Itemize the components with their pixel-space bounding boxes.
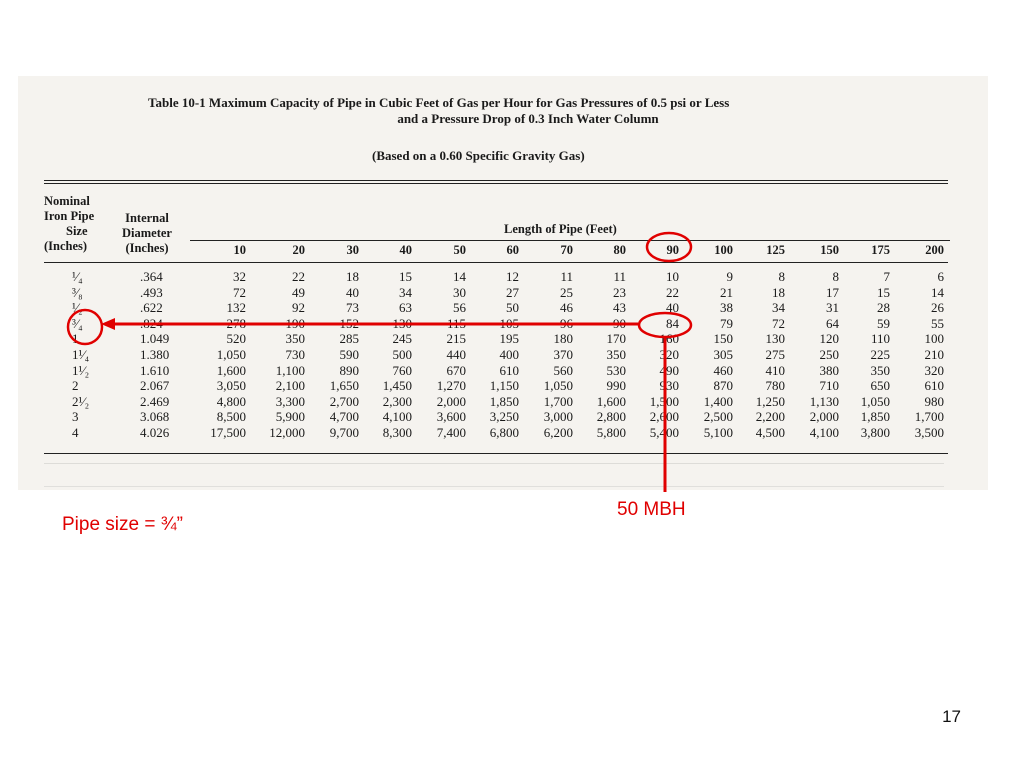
row-diameter-cell: 1.380: [140, 347, 170, 362]
capacity-cell: 6,800: [489, 425, 519, 440]
capacity-cell: 500: [392, 347, 412, 362]
capacity-cell: 305: [713, 347, 733, 362]
capacity-cell: 1,050: [543, 378, 573, 394]
header-diameter-line: Internal: [125, 211, 169, 225]
capacity-cell: 2,000: [809, 409, 839, 425]
capacity-cell: 225: [870, 347, 890, 362]
capacity-cell: 780: [765, 378, 785, 394]
capacity-cell: 650: [870, 378, 890, 394]
top-rule-double: [44, 183, 948, 184]
capacity-cell: 14: [931, 284, 944, 300]
capacity-cell: 2,500: [703, 409, 733, 425]
capacity-cell: 110: [870, 331, 890, 347]
capacity-cell: 1,700: [543, 393, 573, 409]
row-diameter-cell: .622: [140, 300, 163, 316]
capacity-cell: 1,700: [914, 409, 944, 425]
length-header-cell: 70: [560, 243, 573, 257]
capacity-cell: 3,050: [216, 378, 246, 394]
capacity-cell: 530: [606, 362, 626, 378]
capacity-cell: 5,800: [596, 425, 626, 440]
capacity-cell: 22: [666, 284, 679, 300]
capacity-cell: 31: [826, 300, 839, 316]
capacity-cell: 3,250: [489, 409, 519, 425]
capacity-cell: 34: [772, 300, 785, 316]
capacity-cell: 320: [924, 362, 944, 378]
capacity-cell: 18: [772, 284, 785, 300]
capacity-cell: 400: [499, 347, 519, 362]
capacity-cell: 870: [713, 378, 733, 394]
capacity-cell: 1,150: [489, 378, 519, 394]
length-header-cell: 10: [233, 243, 246, 257]
capacity-cell: 350: [285, 331, 305, 347]
capacity-cell: 32: [233, 269, 246, 284]
capacity-cell: 610: [499, 362, 519, 378]
capacity-cell: 18: [346, 269, 359, 284]
capacity-cell: 1,050: [860, 393, 890, 409]
capacity-cell: 285: [339, 331, 359, 347]
capacity-cell: 72: [772, 315, 785, 331]
capacity-cell: 1,250: [755, 393, 785, 409]
capacity-cell: 380: [819, 362, 839, 378]
capacity-cell: 4,700: [329, 409, 359, 425]
header-size-line: Nominal: [44, 194, 90, 208]
capacity-cell: 3,000: [543, 409, 573, 425]
row-diameter-cell: 1.610: [140, 362, 170, 378]
header-length-of-pipe: Length of Pipe (Feet): [504, 222, 617, 236]
capacity-cell: 130: [392, 315, 412, 331]
table-title-line1: Table 10-1 Maximum Capacity of Pipe in Cubic Feet of Gas per Hour for Gas Pressures of 0.5 psi or Less: [148, 95, 730, 110]
header-size-line: Size: [66, 224, 88, 238]
row-size-cell: 4: [72, 425, 79, 440]
capacity-cell: 215: [446, 331, 466, 347]
length-header-cell: 60: [506, 243, 519, 257]
length-header-cell: 40: [399, 243, 412, 257]
capacity-cell: 63: [399, 300, 412, 316]
capacity-cell: 5,100: [703, 425, 733, 440]
row-diameter-cell: .364: [140, 269, 163, 284]
capacity-cell: 190: [285, 315, 305, 331]
row-size-cell: ¹⁄₂: [72, 300, 83, 316]
load-annotation: 50 MBH: [617, 499, 686, 520]
row-size-cell: 3: [72, 409, 79, 425]
header-nominal-size: [44, 194, 94, 254]
capacity-cell: 1,450: [382, 378, 412, 394]
row-diameter-cell: 2.469: [140, 393, 170, 409]
capacity-cell: 17: [826, 284, 839, 300]
row-diameter-cell: 1.049: [140, 331, 170, 347]
capacity-cell: 160: [659, 331, 679, 347]
capacity-cell: 100: [924, 331, 944, 347]
capacity-cell: 320: [659, 347, 679, 362]
capacity-cell: 1,850: [489, 393, 519, 409]
capacity-cell: 3,500: [914, 425, 944, 440]
capacity-cell: 460: [713, 362, 733, 378]
capacity-cell: 1,100: [275, 362, 305, 378]
capacity-cell: 278: [226, 315, 246, 331]
capacity-cell: 350: [606, 347, 626, 362]
capacity-cell: 275: [765, 347, 785, 362]
header-rule: [44, 262, 948, 263]
capacity-cell: 92: [292, 300, 305, 316]
capacity-cell: 8: [832, 269, 839, 284]
capacity-cell: 1,850: [860, 409, 890, 425]
capacity-cell: 710: [819, 378, 839, 394]
capacity-cell: 440: [446, 347, 466, 362]
header-size-line: Iron Pipe: [44, 209, 95, 223]
capacity-cell: 132: [226, 300, 246, 316]
capacity-cell: 250: [819, 347, 839, 362]
capacity-cell: 23: [613, 284, 626, 300]
capacity-cell: 8: [778, 269, 785, 284]
header-internal-diameter: [122, 211, 172, 256]
row-diameter-cell: .493: [140, 284, 163, 300]
capacity-cell: 11: [613, 269, 626, 284]
capacity-cell: 890: [339, 362, 359, 378]
capacity-cell: 195: [499, 331, 519, 347]
capacity-cell: 34: [399, 284, 412, 300]
length-header-cell: 20: [292, 243, 305, 257]
capacity-cell: 46: [560, 300, 573, 316]
table-title: [148, 95, 868, 127]
top-rule: [44, 180, 948, 181]
capacity-cell: 56: [453, 300, 466, 316]
capacity-cell: 22: [292, 269, 305, 284]
capacity-cell: 30: [453, 284, 466, 300]
capacity-cell: 120: [819, 331, 839, 347]
capacity-cell: 130: [765, 331, 785, 347]
capacity-cell: 6,200: [543, 425, 573, 440]
bottom-rule: [44, 453, 948, 454]
capacity-cell: 79: [720, 315, 733, 331]
row-diameter-cell: .824: [140, 315, 163, 331]
capacity-cell: 15: [399, 269, 412, 284]
capacity-cell: 5,900: [275, 409, 305, 425]
capacity-cell: 410: [765, 362, 785, 378]
capacity-cell: 3,800: [860, 425, 890, 440]
table-basis-note: (Based on a 0.60 Specific Gravity Gas): [372, 148, 585, 163]
capacity-cell: 43: [613, 300, 626, 316]
capacity-cell: 2,000: [436, 393, 466, 409]
capacity-cell: 5,400: [649, 425, 679, 440]
capacity-cell: 38: [720, 300, 733, 316]
capacity-cell: 25: [560, 284, 573, 300]
capacity-cell: 84: [666, 315, 679, 331]
length-header-cell: 50: [453, 243, 466, 257]
capacity-cell: 370: [553, 347, 573, 362]
capacity-cell: 28: [877, 300, 890, 316]
capacity-cell: 40: [666, 300, 679, 316]
capacity-cell: 2,300: [382, 393, 412, 409]
row-size-cell: 2: [72, 378, 79, 394]
capacity-cell: 1,600: [216, 362, 246, 378]
capacity-cell: 15: [877, 284, 890, 300]
capacity-cell: 2,800: [596, 409, 626, 425]
table-title-line2: and a Pressure Drop of 0.3 Inch Water Column: [397, 111, 659, 126]
capacity-cell: 49: [292, 284, 305, 300]
capacity-cell: 9: [726, 269, 733, 284]
capacity-cell: 152: [339, 315, 359, 331]
capacity-cell: 245: [392, 331, 412, 347]
row-size-cell: 1¹⁄₄: [72, 347, 90, 362]
capacity-cell: 150: [713, 331, 733, 347]
result-annotation: Pipe size = ¾”: [62, 514, 183, 535]
capacity-cell: 1,050: [216, 347, 246, 362]
header-diameter-line: (Inches): [125, 241, 169, 255]
capacity-cell: 1,600: [596, 393, 626, 409]
capacity-cell: 930: [659, 378, 679, 394]
capacity-cell: 115: [446, 315, 466, 331]
row-diameter-cell: 3.068: [140, 409, 170, 425]
capacity-cell: 3,600: [436, 409, 466, 425]
capacity-cell: 7,400: [436, 425, 466, 440]
length-header-cell: 200: [925, 243, 944, 257]
capacity-cell: 17,500: [210, 425, 246, 440]
capacity-cell: 980: [924, 393, 944, 409]
capacity-cell: 2,600: [649, 409, 679, 425]
capacity-cell: 670: [446, 362, 466, 378]
row-size-cell: ³⁄₄: [72, 315, 83, 331]
capacity-cell: 64: [826, 315, 839, 331]
capacity-cell: 6: [937, 269, 944, 284]
capacity-cell: 2,100: [275, 378, 305, 394]
capacity-cell: 90: [613, 315, 626, 331]
length-header-cell: 80: [613, 243, 626, 257]
capacity-cell: 11: [560, 269, 573, 284]
capacity-cell: 1,130: [809, 393, 839, 409]
capacity-cell: 170: [606, 331, 626, 347]
capacity-cell: 4,800: [216, 393, 246, 409]
capacity-cell: 560: [553, 362, 573, 378]
length-header-cell: 30: [346, 243, 359, 257]
capacity-cell: 7: [883, 269, 890, 284]
capacity-cell: 210: [924, 347, 944, 362]
capacity-cell: 12,000: [269, 425, 305, 440]
row-diameter-cell: 2.067: [140, 378, 170, 394]
length-header-cell: 100: [714, 243, 733, 257]
length-header-cell: 90: [666, 243, 679, 257]
capacity-cell: 12: [506, 269, 519, 284]
capacity-cell: 1,500: [649, 393, 679, 409]
footnote-bleed: [44, 463, 944, 487]
capacity-cell: 2,700: [329, 393, 359, 409]
capacity-cell: 590: [339, 347, 359, 362]
capacity-cell: 72: [233, 284, 246, 300]
capacity-cell: 610: [924, 378, 944, 394]
page-number: 17: [942, 707, 961, 726]
capacity-cell: 40: [346, 284, 359, 300]
capacity-cell: 59: [877, 315, 890, 331]
capacity-cell: 4,100: [382, 409, 412, 425]
capacity-cell: 73: [346, 300, 359, 316]
capacity-cell: 21: [720, 284, 733, 300]
row-size-cell: ¹⁄₄: [72, 269, 83, 284]
row-size-cell: 1: [72, 331, 79, 347]
capacity-cell: 990: [606, 378, 626, 394]
length-header-cell: 125: [766, 243, 785, 257]
capacity-cell: 180: [553, 331, 573, 347]
capacity-cell: 9,700: [329, 425, 359, 440]
capacity-cell: 26: [931, 300, 944, 316]
capacity-cell: 8,300: [382, 425, 412, 440]
capacity-cell: 10: [666, 269, 679, 284]
capacity-cell: 760: [392, 362, 412, 378]
length-header-cell: 150: [820, 243, 839, 257]
capacity-cell: 4,100: [809, 425, 839, 440]
capacity-cell: 4,500: [755, 425, 785, 440]
capacity-cell: 1,400: [703, 393, 733, 409]
header-size-line: (Inches): [44, 239, 88, 253]
length-header-cell: 175: [871, 243, 890, 257]
capacity-cell: 3,300: [275, 393, 305, 409]
capacity-cell: 96: [560, 315, 573, 331]
capacity-cell: 2,200: [755, 409, 785, 425]
row-size-cell: ³⁄₈: [72, 284, 83, 300]
capacity-cell: 350: [870, 362, 890, 378]
row-size-cell: 1¹⁄₂: [72, 362, 90, 378]
capacity-cell: 55: [931, 315, 944, 331]
row-size-cell: 2¹⁄₂: [72, 393, 90, 409]
capacity-cell: 1,650: [329, 378, 359, 394]
capacity-cell: 1,270: [436, 378, 466, 394]
capacity-cell: 27: [506, 284, 519, 300]
capacity-cell: 14: [453, 269, 466, 284]
capacity-cell: 490: [659, 362, 679, 378]
capacity-cell: 105: [499, 315, 519, 331]
capacity-cell: 50: [506, 300, 519, 316]
capacity-cell: 520: [226, 331, 246, 347]
row-diameter-cell: 4.026: [140, 425, 170, 440]
capacity-cell: 8,500: [216, 409, 246, 425]
header-diameter-line: Diameter: [122, 226, 172, 240]
length-span-rule: [190, 240, 950, 241]
capacity-cell: 730: [285, 347, 305, 362]
